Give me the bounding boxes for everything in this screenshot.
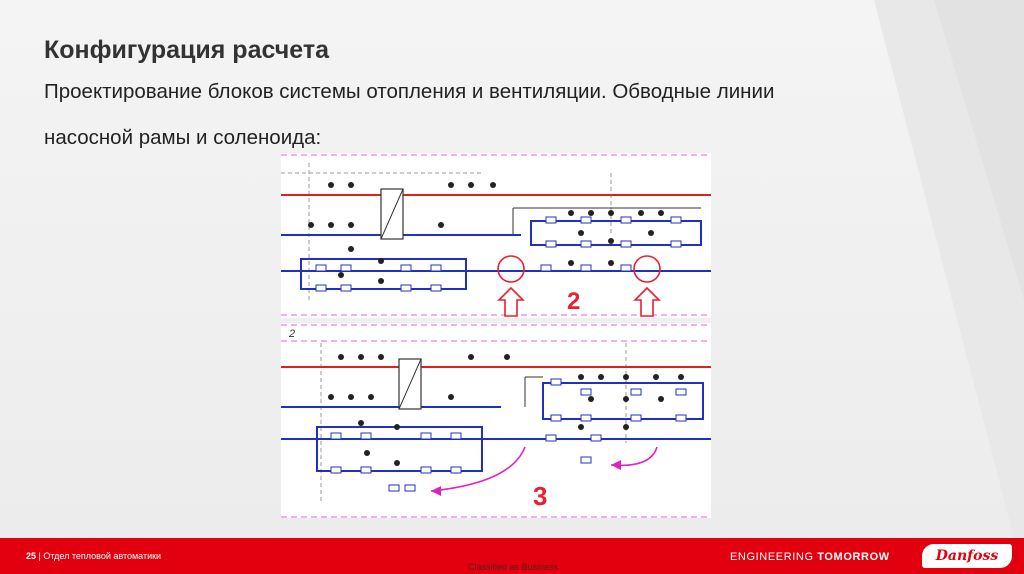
slogan-part-2: TOMORROW: [817, 551, 890, 563]
danfoss-logo: [922, 544, 1012, 568]
step-label-3: 3: [533, 481, 548, 511]
up-arrow-icon: [499, 288, 523, 316]
hydraulic-diagram-top: [281, 153, 711, 318]
footer-separator: |: [36, 551, 44, 561]
pump-loop-right: [543, 383, 703, 419]
diagram-bottom-drawing: [281, 323, 711, 518]
engineering-tomorrow-slogan: [730, 551, 890, 563]
page-number: 25: [26, 551, 37, 561]
hydraulic-diagram-bottom: [281, 323, 711, 518]
slide-subtitle-line-1: Проектирование блоков системы отопления и вентиляции. Обводные линии: [44, 80, 775, 103]
danfoss-logo-text: Danfoss: [935, 548, 999, 564]
slide-subtitle-line-2: насосной рамы и соленоида:: [44, 126, 322, 149]
arrow-head-icon: [611, 460, 621, 470]
classification-label: Classified as Business: [468, 562, 559, 572]
corner-decoration: [814, 0, 1024, 538]
highlight-circle: [498, 256, 524, 282]
up-arrow-icon: [635, 288, 659, 316]
annotation-curve-arrow: [431, 447, 525, 491]
highlight-circle: [634, 256, 660, 282]
step-label-2: 2: [567, 288, 581, 315]
department-name: Отдел тепловой автоматики: [43, 551, 162, 561]
arrow-head-icon: [431, 486, 441, 496]
slide-title: Конфигурация расчета: [44, 36, 329, 64]
corner-label: 2: [289, 328, 296, 340]
footer-page-info: [26, 551, 161, 561]
slogan-part-1: ENGINEERING: [730, 551, 814, 563]
footer-bar: [0, 538, 1024, 574]
diagram-top-drawing: [281, 153, 711, 318]
